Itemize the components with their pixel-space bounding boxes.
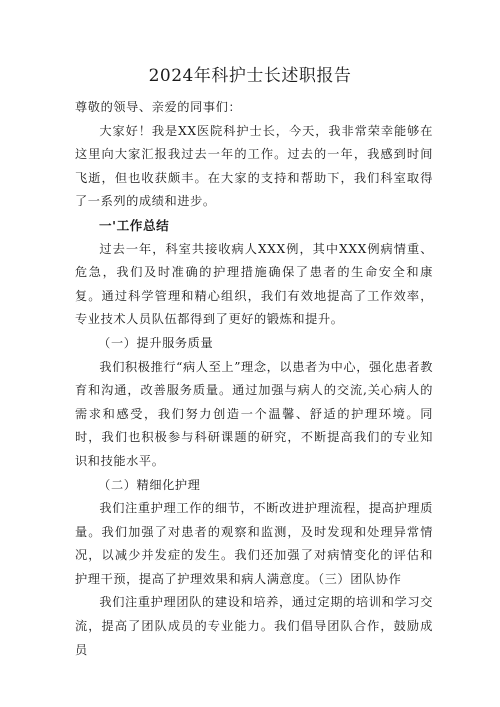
subheading-service-quality: （一）提升服务质量 — [98, 335, 214, 350]
service-quality-paragraph: 我们积极推行“病人至上”理念，以患者为中心，强化患者教育和沟通，改善服务质量。通过加强与病人的交流,关心病人的需求和感受，我们努力创造一个温馨、舒适的护理环境。同时，我们也积极参与科研课题的研究，不断提高我们的专业知识和技能水平。 — [75, 359, 433, 468]
section-heading-work-summary: 一'工作总结 — [98, 217, 170, 233]
teamwork-paragraph: 我们注重护理团队的建设和培养，通过定期的培训和学习交流，提高了团队成员的专业能力。我们倡导团队合作，鼓励成员 — [75, 595, 433, 657]
document-body — [75, 96, 433, 662]
salutation: 尊敬的领导、亲爱的同事们： — [75, 100, 242, 114]
document-title: 2024年科护士长述职报告 — [148, 66, 352, 86]
subheading-refined-nursing: （二）精细化护理 — [98, 477, 201, 492]
work-summary-paragraph: 过去一年，科室共接收病人XXX例，其中XXX例病情重、危急，我们及时准确的护理措施确保了患者的生命安全和康复。通过科学管理和精心组织，我们有效地提高了工作效率，专业技术人员队伍都得到了更好的锻炼和提升。 — [75, 241, 433, 327]
refined-nursing-paragraph: 我们注重护理工作的细节，不断改进护理流程，提高护理质量。我们加强了对患者的观察和监测，及时发现和处理异常情况，以减少并发症的发生。我们还加强了对病情变化的评估和护理干预，提高了护理效果和病人满意度。（三）团队协作 — [75, 501, 433, 586]
intro-paragraph: 大家好！我是XX医院科护士长，今天，我非常荣幸能够在这里向大家汇报我过去一年的工作。过去的一年，我感到时间飞逝，但也收获颇丰。在大家的支持和帮助下，我们科室取得了一系列的成绩和进步。 — [75, 123, 433, 209]
